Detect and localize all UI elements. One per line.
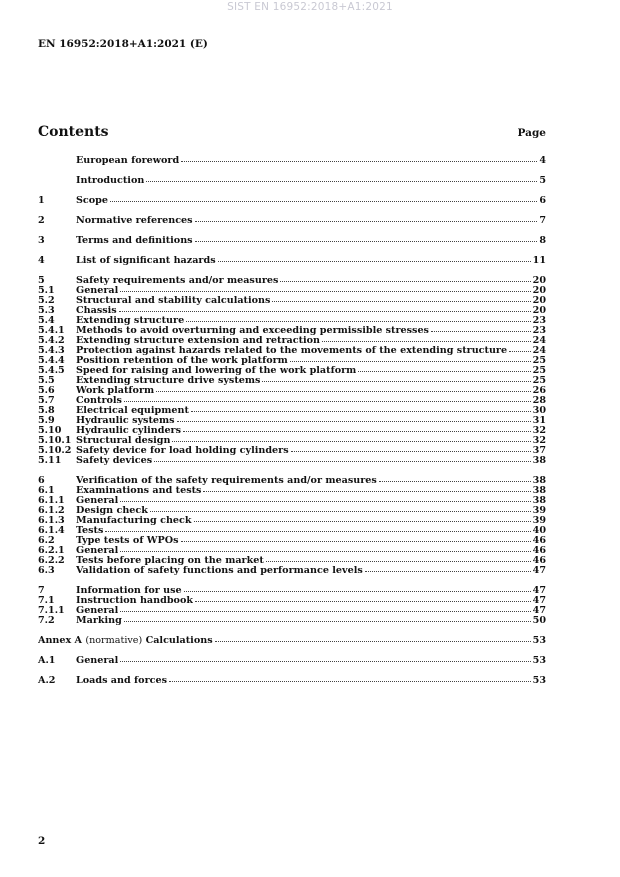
- dot-leader: [124, 619, 531, 622]
- toc-entry-page: 53: [532, 675, 546, 686]
- toc-entry-number: 6: [38, 475, 45, 486]
- toc-entry[interactable]: [38, 506, 546, 516]
- toc-entry-number: 3: [38, 235, 45, 246]
- toc-entry-page: 7: [539, 215, 546, 226]
- toc-entry-number: 5.3: [38, 305, 55, 316]
- toc-entry-title: Normative references: [76, 216, 193, 226]
- dot-leader: [181, 159, 537, 162]
- toc-entry[interactable]: [38, 516, 546, 526]
- toc-entry[interactable]: [38, 306, 546, 316]
- toc-entry[interactable]: [38, 656, 546, 666]
- toc-entry-number: A.1: [38, 655, 56, 666]
- toc-entry-title: General: [76, 286, 119, 296]
- dot-leader: [120, 289, 530, 292]
- dot-leader: [150, 509, 531, 512]
- toc-entry[interactable]: [38, 216, 546, 226]
- toc-entry-page: 20: [532, 275, 546, 286]
- dot-leader: [156, 389, 530, 392]
- toc-entry-number: 5.8: [38, 405, 55, 416]
- dot-leader: [119, 309, 531, 312]
- toc-entry-page: 20: [532, 285, 546, 296]
- toc-entry-page: 24: [532, 345, 546, 356]
- toc-entry[interactable]: [38, 586, 546, 596]
- toc-entry-title: Extending structure extension and retraction: [76, 336, 321, 346]
- annex-type: (normative): [85, 636, 143, 646]
- toc-entry[interactable]: [38, 606, 546, 616]
- toc-entry-number: 6.2.1: [38, 545, 65, 556]
- toc-entry-number: 5.1: [38, 285, 55, 296]
- toc-entry-title: Safety devices: [76, 456, 153, 466]
- toc-entry-number: 5.10.1: [38, 435, 72, 446]
- toc-entry[interactable]: [38, 676, 546, 686]
- toc-entry-page: 40: [532, 525, 546, 536]
- toc-entry[interactable]: [38, 536, 546, 546]
- toc-entry-page: 47: [532, 565, 546, 576]
- toc-entry-page: 38: [532, 475, 546, 486]
- dot-leader: [154, 459, 531, 462]
- toc-entry-title: Loads and forces: [76, 676, 167, 686]
- toc-entry-number: 7.1.1: [38, 605, 65, 616]
- toc-entry[interactable]: [38, 426, 546, 436]
- toc-entry[interactable]: [38, 496, 546, 506]
- toc-entry-number: 7: [38, 585, 45, 596]
- dot-leader: [191, 409, 531, 412]
- toc-entry-page: 46: [532, 555, 546, 566]
- toc-entry[interactable]: [38, 236, 546, 246]
- toc-entry-page: 25: [532, 365, 546, 376]
- toc-entry[interactable]: [38, 276, 546, 286]
- toc-entry-number: 6.1.2: [38, 505, 65, 516]
- toc-entry-title: Information for use: [76, 586, 182, 596]
- toc-entry-number: 5: [38, 275, 45, 286]
- toc-entry-number: 1: [38, 195, 45, 206]
- toc-entry[interactable]: [38, 556, 546, 566]
- dot-leader: [322, 339, 531, 342]
- toc-entry-number: 4: [38, 255, 45, 266]
- toc-entry-title: Chassis: [76, 306, 117, 316]
- dot-leader: [379, 479, 531, 482]
- toc-entry-title: Marking: [76, 616, 122, 626]
- dot-leader: [266, 559, 531, 562]
- toc-entry-title: Examinations and tests: [76, 486, 202, 496]
- toc-entry-title: General: [76, 656, 119, 666]
- dot-leader: [215, 639, 531, 642]
- toc-entry-number: 5.11: [38, 455, 62, 466]
- dot-leader: [195, 239, 538, 242]
- toc-entry-number: 6.3: [38, 565, 55, 576]
- dot-leader: [272, 299, 530, 302]
- toc-entry-page: 31: [532, 415, 546, 426]
- toc-entry[interactable]: [38, 406, 546, 416]
- toc-entry-number: 5.5: [38, 375, 55, 386]
- dot-leader: [120, 609, 530, 612]
- toc-entry-number: 5.10: [38, 425, 62, 436]
- toc-entry-page: 38: [532, 485, 546, 496]
- toc-entry-title: Tests: [76, 526, 104, 536]
- toc-entry-page: 30: [532, 405, 546, 416]
- toc-entry-title: Protection against hazards related to the movements of the extending structure: [76, 346, 508, 356]
- toc-entry-title: Work platform: [76, 386, 155, 396]
- toc-entry[interactable]: [38, 566, 546, 576]
- toc-entry-number: 5.4.4: [38, 355, 65, 366]
- toc-entry-number: 5.4.5: [38, 365, 65, 376]
- table-of-contents: [38, 156, 546, 686]
- toc-entry[interactable]: [38, 396, 546, 406]
- toc-entry-title: Safety requirements and/or measures: [76, 276, 279, 286]
- dot-leader: [184, 589, 531, 592]
- toc-entry-page: 20: [532, 305, 546, 316]
- toc-entry-title: European foreword: [76, 156, 180, 166]
- toc-entry-title: Verification of the safety requirements and/or measures: [76, 476, 377, 486]
- toc-entry-page: 4: [539, 155, 546, 166]
- toc-entry[interactable]: [38, 616, 546, 626]
- toc-entry[interactable]: [38, 636, 546, 646]
- page-number: 2: [38, 835, 46, 847]
- toc-entry[interactable]: [38, 376, 546, 386]
- toc-entry[interactable]: [38, 486, 546, 496]
- dot-leader: [195, 219, 538, 222]
- toc-entry-title: Terms and definitions: [76, 236, 193, 246]
- toc-entry-number: 6.2: [38, 535, 55, 546]
- dot-leader: [203, 489, 530, 492]
- toc-entry-title: Structural design: [76, 436, 171, 446]
- watermark: SIST EN 16952:2018+A1:2021: [227, 1, 393, 13]
- dot-leader: [120, 549, 530, 552]
- toc-entry-page: 46: [532, 535, 546, 546]
- toc-entry-number: 6.1.4: [38, 525, 65, 536]
- dot-leader: [262, 379, 530, 382]
- toc-entry-number: 7.1: [38, 595, 55, 606]
- toc-entry-page: 25: [532, 375, 546, 386]
- toc-entry-number: 5.2: [38, 295, 55, 306]
- toc-entry-page: 46: [532, 545, 546, 556]
- toc-entry-title: List of significant hazards: [76, 256, 216, 266]
- toc-entry-title: Extending structure drive systems: [76, 376, 261, 386]
- toc-entry-title: Tests before placing on the market: [76, 556, 264, 566]
- dot-leader: [365, 569, 531, 572]
- toc-entry[interactable]: [38, 316, 546, 326]
- dot-leader: [280, 279, 530, 282]
- toc-entry-title: Design check: [76, 506, 148, 516]
- toc-entry-title: Safety device for load holding cylinders: [76, 446, 289, 456]
- toc-entry-title: Scope: [76, 196, 108, 206]
- contents-title: Contents: [38, 124, 109, 140]
- toc-entry-number: 6.2.2: [38, 555, 65, 566]
- toc-entry-title: Manufacturing check: [76, 516, 192, 526]
- toc-entry[interactable]: [38, 346, 546, 356]
- toc-entry-title: Controls: [76, 396, 122, 406]
- toc-entry-number: 6.1: [38, 485, 55, 496]
- toc-entry[interactable]: [38, 256, 546, 266]
- toc-entry-page: 20: [532, 295, 546, 306]
- toc-entry-number: 5.4.1: [38, 325, 65, 336]
- toc-entry-title: Speed for raising and lowering of the work platform: [76, 366, 357, 376]
- toc-entry-number: 5.10.2: [38, 445, 72, 456]
- toc-entry-number: 2: [38, 215, 45, 226]
- dot-leader: [183, 429, 531, 432]
- toc-entry[interactable]: [38, 476, 546, 486]
- toc-entry-number: 6.1.1: [38, 495, 65, 506]
- dot-leader: [120, 659, 530, 662]
- toc-entry[interactable]: [38, 356, 546, 366]
- toc-entry-number: 7.2: [38, 615, 55, 626]
- toc-entry[interactable]: [38, 386, 546, 396]
- toc-entry-title: General: [76, 606, 119, 616]
- toc-entry-page: 25: [532, 355, 546, 366]
- toc-entry-page: 28: [532, 395, 546, 406]
- toc-entry-page: 23: [532, 325, 546, 336]
- toc-entry-number: 5.4.3: [38, 345, 65, 356]
- toc-entry[interactable]: [38, 436, 546, 446]
- toc-entry-page: 47: [532, 595, 546, 606]
- toc-entry-page: 11: [532, 255, 546, 266]
- dot-leader: [105, 529, 530, 532]
- dot-leader: [169, 679, 531, 682]
- dot-leader: [172, 439, 530, 442]
- toc-entry-number: A.2: [38, 675, 56, 686]
- toc-entry[interactable]: [38, 596, 546, 606]
- toc-entry[interactable]: [38, 546, 546, 556]
- document-id-header: EN 16952:2018+A1:2021 (E): [38, 38, 208, 50]
- dot-leader: [431, 329, 531, 332]
- toc-entry-title: General: [76, 496, 119, 506]
- toc-entry-page: 32: [532, 425, 546, 436]
- toc-entry-title: Hydraulic cylinders: [76, 426, 182, 436]
- toc-entry-page: 24: [532, 335, 546, 346]
- dot-leader: [194, 519, 531, 522]
- toc-entry[interactable]: [38, 326, 546, 336]
- dot-leader: [358, 369, 530, 372]
- dot-leader: [120, 499, 530, 502]
- toc-entry-page: 39: [532, 505, 546, 516]
- toc-entry-page: 53: [532, 635, 546, 646]
- toc-entry-page: 47: [532, 605, 546, 616]
- dot-leader: [110, 199, 537, 202]
- toc-entry-page: 32: [532, 435, 546, 446]
- toc-entry[interactable]: [38, 156, 546, 166]
- toc-entry-page: 23: [532, 315, 546, 326]
- toc-entry-title: Extending structure: [76, 316, 185, 326]
- toc-entry-number: 6.1.3: [38, 515, 65, 526]
- toc-entry-title: Introduction: [76, 176, 145, 186]
- toc-entry[interactable]: [38, 336, 546, 346]
- dot-leader: [177, 419, 531, 422]
- toc-entry-title: General: [76, 546, 119, 556]
- toc-entry[interactable]: [38, 446, 546, 456]
- toc-entry-title: Validation of safety functions and performance levels: [76, 566, 363, 576]
- toc-entry-number: 5.4: [38, 315, 55, 326]
- dot-leader: [186, 319, 530, 322]
- toc-entry-title: Instruction handbook: [76, 596, 193, 606]
- toc-entry-number: 5.9: [38, 415, 55, 426]
- dot-leader: [124, 399, 531, 402]
- toc-entry-number: 5.4.2: [38, 335, 65, 346]
- toc-entry[interactable]: [38, 196, 546, 206]
- toc-entry-page: 39: [532, 515, 546, 526]
- toc-entry[interactable]: [38, 416, 546, 426]
- dot-leader: [509, 349, 531, 352]
- toc-entry-title: [38, 636, 213, 646]
- dot-leader: [181, 539, 531, 542]
- toc-entry-page: 6: [539, 195, 546, 206]
- dot-leader: [195, 599, 531, 602]
- dot-leader: [146, 179, 537, 182]
- toc-entry-page: 53: [532, 655, 546, 666]
- toc-entry-title: Position retention of the work platform: [76, 356, 288, 366]
- toc-entry-title: Hydraulic systems: [76, 416, 175, 426]
- toc-entry[interactable]: [38, 176, 546, 186]
- toc-entry-number: 5.6: [38, 385, 55, 396]
- toc-entry-title: Electrical equipment: [76, 406, 189, 416]
- dot-leader: [291, 449, 531, 452]
- toc-entry-title: Methods to avoid overturning and exceeding permissible stresses: [76, 326, 429, 336]
- toc-entry-page: 5: [539, 175, 546, 186]
- annex-label: Annex A: [38, 636, 83, 646]
- toc-entry[interactable]: [38, 286, 546, 296]
- toc-entry[interactable]: [38, 456, 546, 466]
- toc-entry-page: 37: [532, 445, 546, 456]
- dot-leader: [218, 259, 531, 262]
- toc-entry-page: 38: [532, 495, 546, 506]
- toc-entry-page: 8: [539, 235, 546, 246]
- toc-entry-page: 47: [532, 585, 546, 596]
- toc-entry-page: 38: [532, 455, 546, 466]
- toc-entry-number: 5.7: [38, 395, 55, 406]
- toc-entry-title: Structural and stability calculations: [76, 296, 271, 306]
- annex-title: Calculations: [145, 636, 213, 646]
- toc-entry-title: Type tests of WPOs: [76, 536, 179, 546]
- toc-entry[interactable]: [38, 296, 546, 306]
- toc-entry[interactable]: [38, 366, 546, 376]
- page-column-label: Page: [517, 127, 546, 139]
- toc-entry[interactable]: [38, 526, 546, 536]
- toc-entry-page: 50: [532, 615, 546, 626]
- toc-entry-page: 26: [532, 385, 546, 396]
- dot-leader: [290, 359, 531, 362]
